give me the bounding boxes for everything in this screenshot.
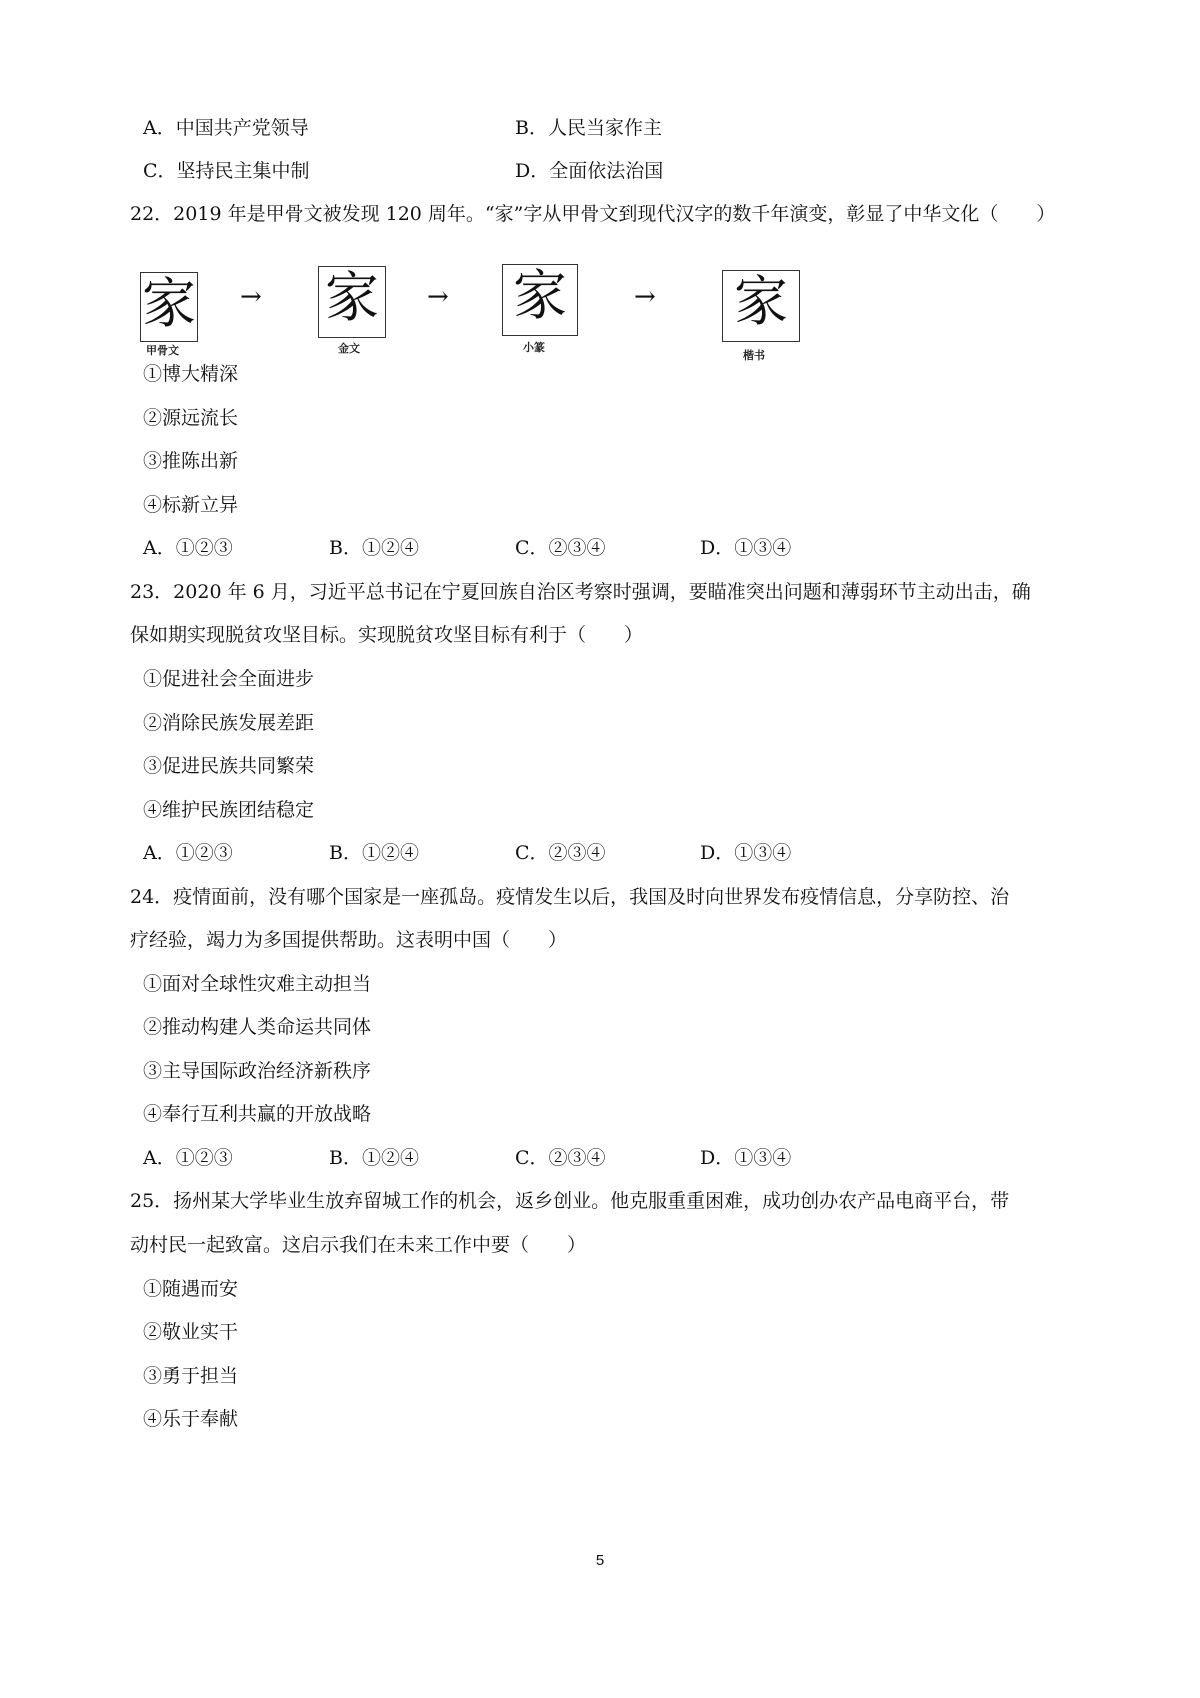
q24-option-d: D．①③④ (700, 1147, 792, 1169)
jia-glyph-evolution-figure (140, 264, 880, 372)
q24-item-2: ②推动构建人类命运共同体 (143, 1016, 372, 1038)
q21-option-d: D．全面依法治国 (515, 160, 664, 182)
q24-stem-line-1: 24．疫情面前，没有哪个国家是一座孤岛。疫情发生以后，我国及时向世界发布疫情信息，分享防控、治 (130, 886, 1010, 908)
q24-item-1: ①面对全球性灾难主动担当 (143, 973, 372, 995)
q24-item-3: ③主导国际政治经济新秩序 (143, 1060, 372, 1082)
q25-stem-line-1: 25．扬州某大学毕业生放弃留城工作的机会，返乡创业。他克服重重困难，成功创办农产品电商平台，带 (130, 1190, 1010, 1212)
q23-option-b: B．①②④ (329, 842, 419, 864)
q24-option-b: B．①②④ (329, 1147, 419, 1169)
q24-option-a: A．①②③ (143, 1147, 233, 1169)
q23-item-1: ①促进社会全面进步 (143, 668, 315, 690)
q24-stem-line-2: 疗经验，竭力为多国提供帮助。这表明中国（ ） (130, 929, 568, 951)
q22-stem: 22．2019 年是甲骨文被发现 120 周年。“家”字从甲骨文到现代汉字的数千年演变，彰显了中华文化（ ） (130, 203, 1056, 225)
glyph-small-seal-caption: 小篆 (523, 341, 545, 354)
q22-item-3: ③推陈出新 (143, 450, 239, 472)
q23-item-4: ④维护民族团结稳定 (143, 799, 315, 821)
q21-option-c: C．坚持民主集中制 (143, 160, 310, 182)
glyph-small-seal (502, 264, 578, 336)
q23-option-a: A．①②③ (143, 842, 233, 864)
glyph-bronze-caption: 金文 (338, 342, 360, 355)
glyph-bronze-char: 家 (325, 266, 379, 329)
q23-stem-line-1: 23．2020 年 6 月，习近平总书记在宁夏回族自治区考察时强调，要瞄准突出问题和薄弱环节主动出击，确 (130, 581, 1031, 603)
q22-item-2: ②源远流长 (143, 407, 239, 429)
arrow-right-icon: → (427, 282, 449, 312)
q25-item-4: ④乐于奉献 (143, 1408, 239, 1430)
q24-option-c: C．②③④ (515, 1147, 606, 1169)
glyph-oracle-bone-caption: 甲骨文 (146, 344, 179, 357)
q23-item-3: ③促进民族共同繁荣 (143, 755, 315, 777)
glyph-oracle-bone-char: 家 (142, 272, 196, 335)
q22-item-1: ①博大精深 (143, 363, 239, 385)
glyph-regular-script-char: 家 (734, 270, 788, 333)
q23-option-c: C．②③④ (515, 842, 606, 864)
q25-item-2: ②敬业实干 (143, 1321, 239, 1343)
q25-stem-line-2: 动村民一起致富。这启示我们在未来工作中要（ ） (130, 1234, 587, 1256)
q22-option-c: C．②③④ (515, 537, 606, 559)
glyph-oracle-bone (140, 272, 198, 342)
q22-item-4: ④标新立异 (143, 494, 239, 516)
glyph-small-seal-char: 家 (513, 264, 567, 327)
q25-item-3: ③勇于担当 (143, 1365, 239, 1387)
q24-item-4: ④奉行互利共赢的开放战略 (143, 1103, 372, 1125)
page-number: 5 (595, 1552, 605, 1569)
glyph-regular-script-caption: 楷书 (743, 349, 765, 362)
q25-item-1: ①随遇而安 (143, 1278, 239, 1300)
arrow-right-icon: → (634, 282, 656, 312)
q22-option-a: A．①②③ (143, 537, 233, 559)
q22-option-d: D．①③④ (700, 537, 792, 559)
q23-option-d: D．①③④ (700, 842, 792, 864)
q22-option-b: B．①②④ (329, 537, 419, 559)
glyph-bronze (318, 266, 386, 338)
arrow-right-icon: → (240, 282, 262, 312)
glyph-regular-script (722, 270, 800, 342)
q21-option-b: B．人民当家作主 (515, 117, 662, 139)
q23-stem-line-2: 保如期实现脱贫攻坚目标。实现脱贫攻坚目标有利于（ ） (130, 624, 644, 646)
q23-item-2: ②消除民族发展差距 (143, 712, 315, 734)
q21-option-a: A．中国共产党领导 (143, 117, 309, 139)
